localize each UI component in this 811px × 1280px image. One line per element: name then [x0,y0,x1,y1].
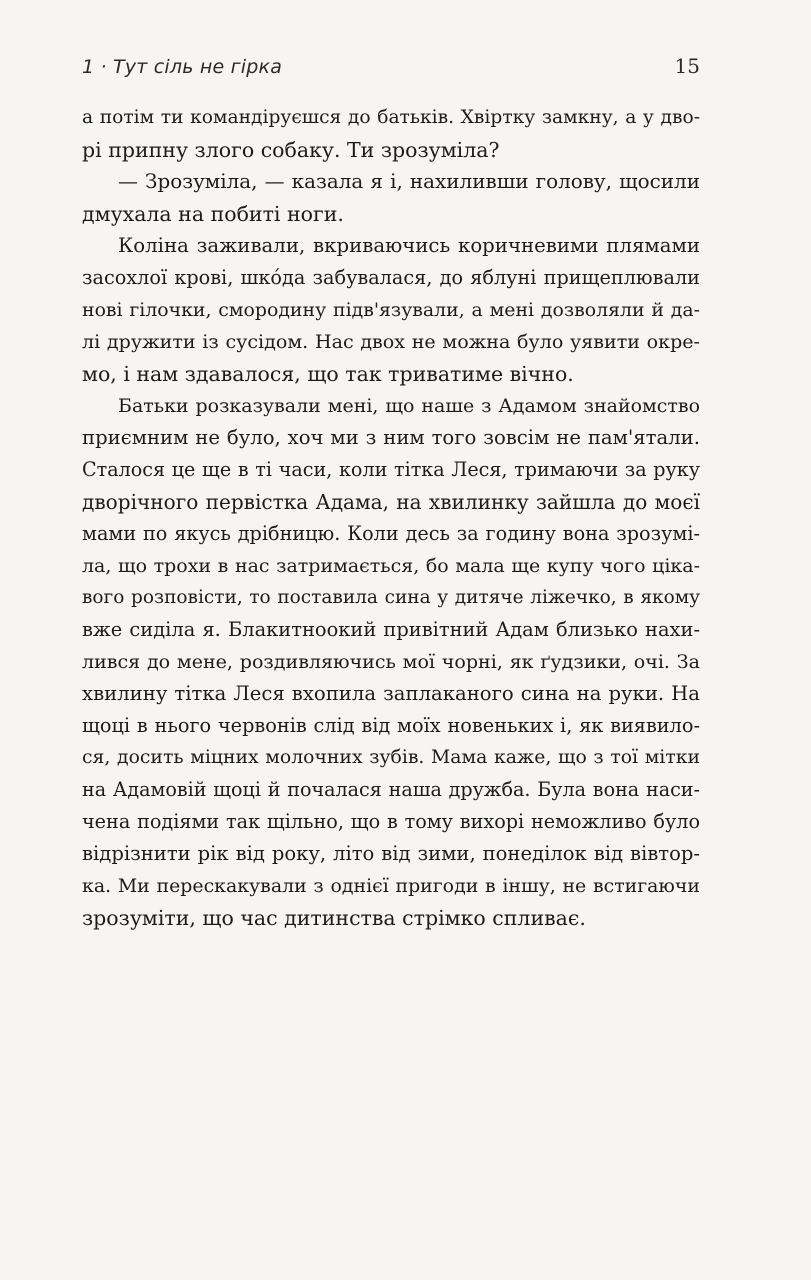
text-line: зрозуміти, що час дитинства стрімко спливає. [82,906,586,930]
text-line: вого розповісти, то поставила сина у дитяче ліжечко, в якому [82,587,700,608]
text-line: дмухала на побиті ноги. [82,202,344,226]
text-line: нові гілочки, смородину підв'язували, а мені дозволяли й да- [82,299,700,321]
text-line: Батьки розказували мені, що наше з Адамом знайомство [118,395,700,417]
text-line: мо, і нам здавалося, що так триватиме вічно. [82,362,574,386]
text-line: чена подіями так щільно, що в тому вихорі неможливо було [82,810,700,833]
text-line: Коліна заживали, вкриваючись коричневими плямами [118,234,700,257]
page-number: 15 [674,54,700,78]
text-line: ка. Ми перескакували з однієї пригоди в іншу, не встигаючи [82,875,700,897]
text-line: рі припну злого собаку. Ти зрозуміла? [82,138,500,162]
text-line: відрізнити рік від року, літо від зими, понеділок від вівтор- [82,842,700,865]
text-line: хвилину тітка Леся вхопила заплаканого сина на руки. На [82,682,700,705]
text-line: дворічного первістка Адама, на хвилинку зайшла до моєї [82,490,700,514]
text-line: Сталося це ще в ті часи, коли тітка Леся, тримаючи за руку [82,458,700,481]
text-line: засохлої крові, шкóда забувалася, до яблуні прищеплювали [82,266,700,289]
text-line: лився до мене, роздивляючись мої чорні, як ґудзики, очі. За [82,651,700,673]
text-line: щоці в нього червонів слід від моїх новеньких і, як виявило- [82,714,700,737]
body-text [82,102,700,934]
text-line: на Адамовій щоці й почалася наша дружба. Була вона наси- [82,778,700,801]
text-line: мами по якусь дрібницю. Коли десь за годину вона зрозумі- [82,522,700,545]
text-line: ся, досить міцних молочних зубів. Мама каже, що з тої мітки [82,747,700,768]
running-head [82,54,700,84]
chapter-title: 1 · Тут сіль не гірка [82,56,283,78]
text-line: вже сиділа я. Блакитноокий привітний Адам близько нахи- [82,618,700,641]
text-line: ла, що трохи в нас затримається, бо мала ще купу чого ціка- [82,555,700,577]
text-line: приємним не було, хоч ми з ним того зовсім не пам'ятали. [82,426,700,449]
text-line: а потім ти командіруєшся до батьків. Хвіртку замкну, а у дво- [82,107,700,128]
text-line: — Зрозуміла, — казала я і, нахиливши голову, щосили [118,170,700,193]
text-line: лі дружити із сусідом. Нас двох не можна було уявити окре- [82,331,700,353]
